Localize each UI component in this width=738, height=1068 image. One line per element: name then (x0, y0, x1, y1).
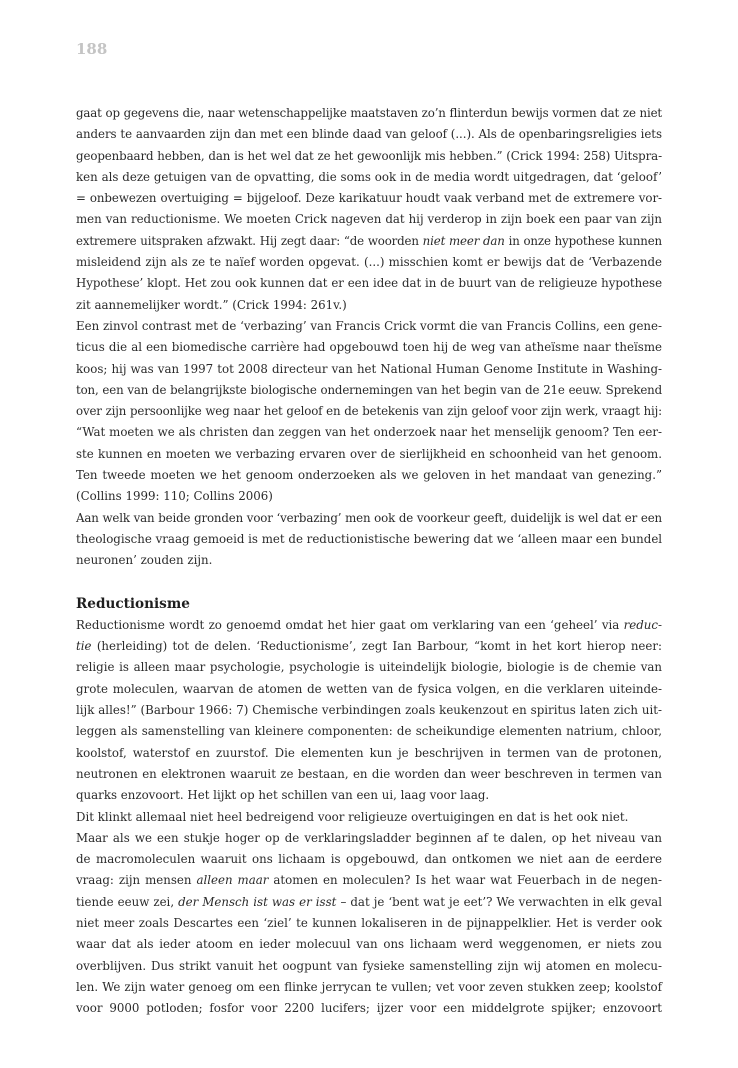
text-line: Hypothese’ klopt. Het zou ook kunnen dat er een idee dat in de buurt van de religieuze hypothese (76, 276, 662, 291)
text-run: extremere uitspraken afzwakt. Hij zegt daar: “de woorden (76, 233, 423, 248)
text-line: Maar als we een stukje hoger op de verklaringsladder beginnen af te dalen, op het niveau van (76, 830, 662, 845)
text-line: koolstof, waterstof en zuurstof. Die elementen kun je beschrijven in termen van de protonen, (76, 745, 662, 760)
text-line: men van reductionisme. We moeten Crick nageven dat hij verderop in zijn boek een paar van zijn (76, 212, 662, 227)
text-run: – dat je ‘bent wat je eet’? We verwachten in elk geval (336, 894, 662, 909)
text-line: gaat op gegevens die, naar wetenschappelijke maatstaven zo’n flinterdun bewijs vormen dat ze niet (76, 106, 662, 120)
text-line: ken als deze getuigen van de opvatting, die soms ook in de media wordt uitgedragen, dat ‘geloof’ (76, 169, 662, 184)
text-line (76, 615, 662, 636)
text-line: neuronen’ zouden zijn. (76, 553, 213, 568)
paragraph-reductionism-definition (76, 615, 662, 807)
text-line: quarks enzovoort. Het lijkt op het schillen van een ui, laag voor laag. (76, 788, 490, 803)
emphasis: reduc- (623, 617, 662, 632)
text-line: theologische vraag gemoeid is met de reductionistische bewering dat we ‘alleen maar een bundel (76, 531, 663, 546)
section-heading: Reductionisme (76, 595, 190, 612)
text-line: koos; hij was van 1997 tot 2008 directeur van het National Human Genome Institute in Washing- (76, 361, 662, 376)
text-line: geopenbaard hebben, dan is het wel dat ze het gewoonlijk mis hebben.” (Crick 1994: 258) Uitspra- (76, 148, 662, 163)
text-line: anders te aanvaarden zijn dan met een blinde daad van geloof (...). Als de openbaringsreligies iets (76, 127, 662, 142)
text-run: in onze hypothese kunnen (504, 233, 662, 248)
page-number: 188 (76, 40, 108, 58)
paragraph-crick-quote (76, 103, 662, 316)
emphasis: alleen maar (196, 873, 269, 888)
text-line: overblijven. Dus strikt vanuit het oogpunt van fysieke samenstelling zijn wij atomen en molecu- (76, 958, 662, 973)
body-text (76, 103, 662, 1019)
text-line: de macromoleculen waaruit ons lichaam is opgebouwd, dan ontkomen we niet aan de eerdere (76, 852, 662, 867)
text-line (76, 870, 662, 891)
text-line: misleidend zijn als ze te naïef worden opgevat. (...) misschien komt er bewijs dat de ‘Verbazende (76, 255, 662, 270)
text-line: ton, een van de belangrijkste biologische ondernemingen van het begin van de 21e eeuw. Sprekend (76, 382, 662, 397)
text-line: ticus die al een biomedische carrière had opgebouwd toen hij de weg van atheïsme naar theïsme (76, 340, 662, 355)
text-run: vraag: zijn mensen (76, 873, 197, 888)
emphasis: tie (76, 639, 92, 654)
emphasis: niet meer dan (422, 233, 505, 248)
text-line: over zijn persoonlijke weg naar het geloof en de betekenis van zijn geloof voor zijn werk, vraagt hij: (76, 404, 662, 419)
text-line: (Collins 1999: 110; Collins 2006) (76, 489, 273, 504)
text-line: zit aannemelijker wordt.” (Crick 1994: 261v.) (76, 297, 347, 312)
paragraph-verbazing (76, 508, 662, 572)
text-line: grote moleculen, waarvan de atomen de wetten van de fysica volgen, en die verklaren uiteinde- (76, 681, 662, 696)
text-line (76, 892, 662, 913)
text-line: len. We zijn water genoeg om een flinke jerrycan te vullen; vet voor zeven stukken zeep; koolstof (76, 979, 662, 994)
text-line: “Wat moeten we als christen dan zeggen van het onderzoek naar het menselijk genoom? Ten eer- (76, 425, 662, 440)
text-line: ste kunnen en moeten we verbazing ervaren over de sierlijkheid en schoonheid van het genoom. (76, 446, 662, 461)
text-line: niet meer zoals Descartes een ‘ziel’ te kunnen lokaliseren in de pijnappelklier. Het is verder ook (76, 915, 662, 930)
text-line: = onbewezen overtuiging = bijgeloof. Deze karikatuur houdt vaak verband met de extremere vor- (76, 191, 662, 206)
text-line: Ten tweede moeten we het genoom onderzoeken als we geloven in het mandaat van genezing.” (76, 468, 662, 483)
text-line: leggen als samenstelling van kleinere componenten: de scheikundige elementen natrium, chloor, (76, 724, 662, 739)
paragraph-feuerbach (76, 807, 662, 1020)
text-run: (herleiding) tot de delen. ‘Reductionisme’, zegt Ian Barbour, “komt in het kort hierop neer: (91, 639, 662, 654)
text-line: neutronen en elektronen waaruit ze bestaan, en die worden dan weer beschreven in termen van (76, 766, 662, 781)
text-line: voor 9000 potloden; fosfor voor 2200 lucifers; ijzer voor een middelgrote spijker; enzovoort (76, 1001, 662, 1016)
text-run: Reductionisme wordt zo genoemd omdat het hier gaat om verklaring van een ‘geheel’ via (76, 617, 624, 632)
text-line: waar dat als ieder atoom en ieder molecuul van ons lichaam werd weggenomen, er niets zou (76, 937, 662, 952)
text-line (76, 636, 662, 657)
text-line: lijk alles!” (Barbour 1966: 7) Chemische verbindingen zoals keukenzout en spiritus laten zich uit- (76, 703, 662, 718)
text-line (76, 231, 662, 252)
text-line: Aan welk van beide gronden voor ‘verbazing’ men ook de voorkeur geeft, duidelijk is wel dat er een (76, 510, 662, 525)
text-line: Een zinvol contrast met de ‘verbazing’ van Francis Crick vormt die van Francis Collins, een gene- (76, 318, 662, 333)
emphasis: der Mensch ist was er isst (178, 894, 337, 909)
paragraph-collins (76, 316, 662, 508)
text-line: Dit klinkt allemaal niet heel bedreigend voor religieuze overtuigingen en dat is het ook niet. (76, 809, 629, 824)
text-line: religie is alleen maar psychologie, psychologie is uiteindelijk biologie, biologie is de chemie van (76, 660, 662, 675)
text-run: tiende eeuw zei, (76, 894, 179, 909)
text-run: atomen en moleculen? Is het waar wat Feuerbach in de negen- (268, 873, 662, 888)
